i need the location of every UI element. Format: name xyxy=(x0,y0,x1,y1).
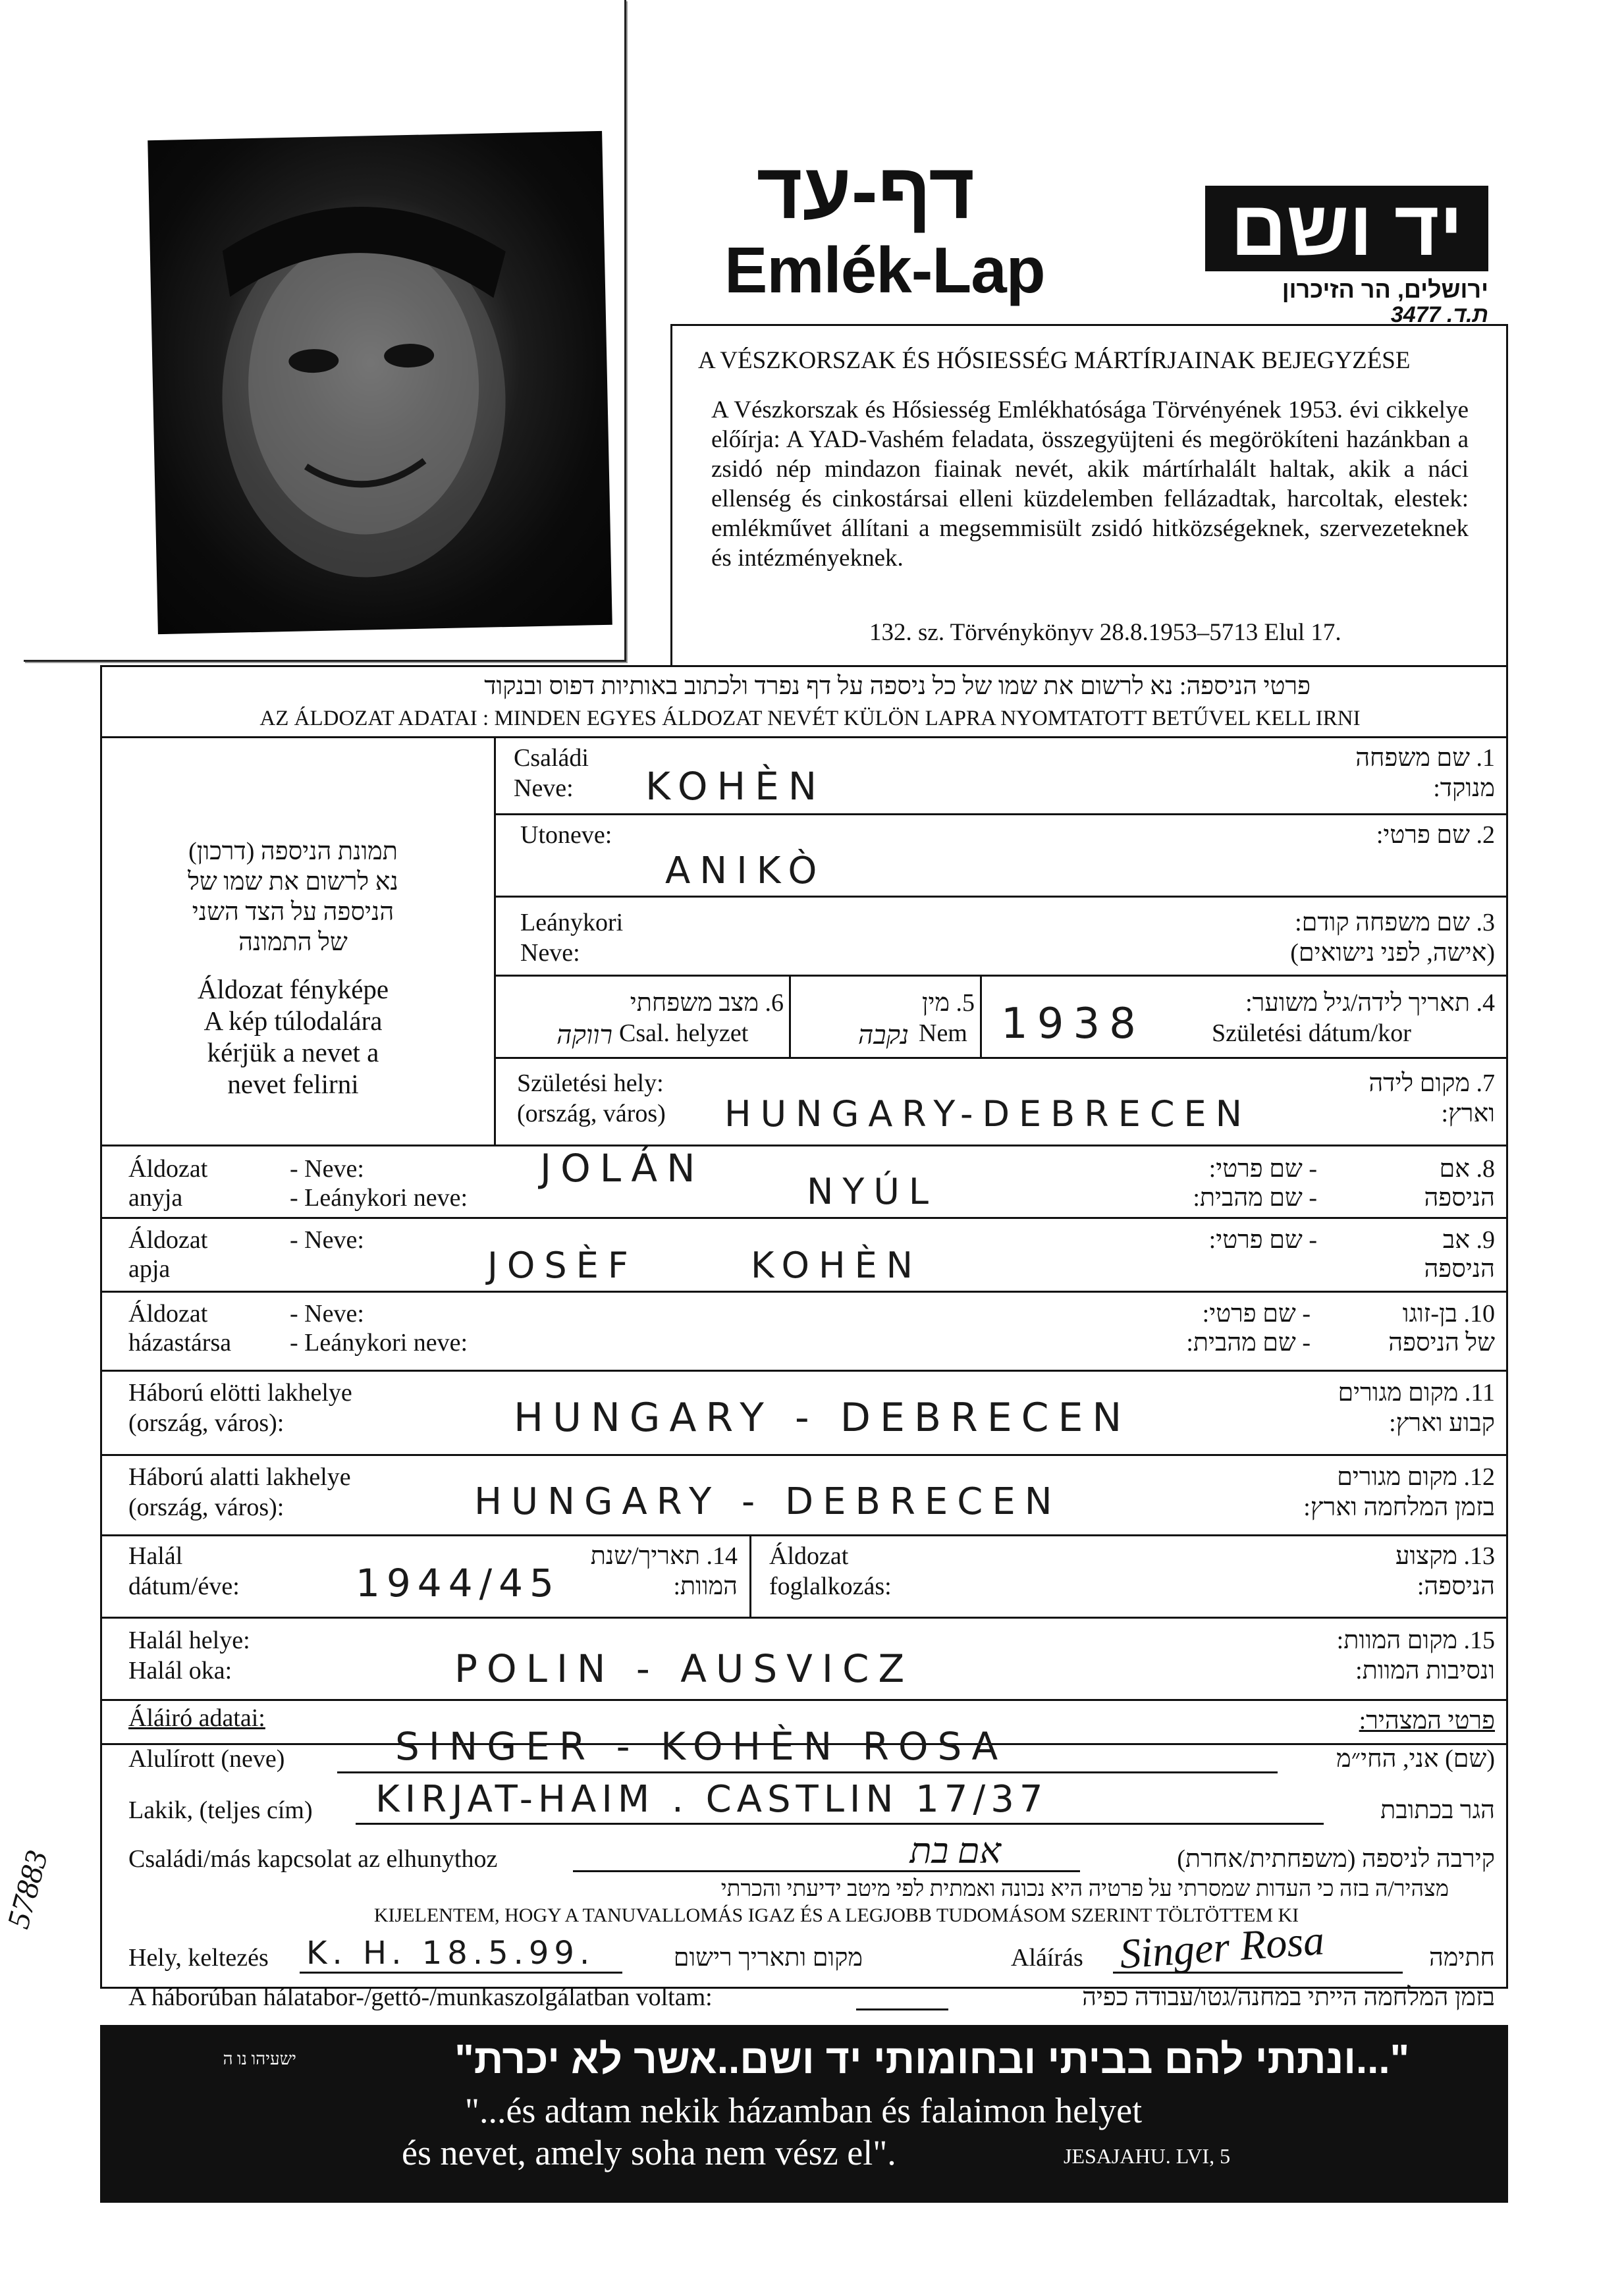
f8-sublabel-2: - Leánykori neve: xyxy=(290,1184,468,1212)
f5-label-he: 5. מין xyxy=(921,989,975,1017)
f13-divider xyxy=(100,1617,1508,1619)
name-label-he: (שם) אני, החי״מ xyxy=(1336,1745,1495,1773)
f8-mother-name-value[interactable]: JOLÁN xyxy=(540,1146,705,1191)
footer-hu-ref: JESAJAHU. LVI, 5 xyxy=(1064,2144,1231,2168)
f11-label-he-1: 11. מקום מגורים xyxy=(1338,1379,1495,1407)
f8-he-sublabel-2: - שם מהבית: xyxy=(1193,1184,1317,1212)
photo-note-hebrew xyxy=(171,836,415,957)
f3-label-hu-2: Neve: xyxy=(520,939,580,967)
declaration-hebrew: מצהיר/ה בזה כי העדות שמסרתי על פרטיה היא נכונה ואמתית לפי מיטב ידיעתי והכרתי xyxy=(720,1877,1449,1901)
f8-label-he-1: 8. אם xyxy=(1439,1155,1495,1183)
f4-birthdate-value[interactable]: 1938 xyxy=(1001,1000,1145,1048)
f3-label-he-2: (אישה, לפני נישואים) xyxy=(1290,939,1495,967)
photo-note-hungarian xyxy=(151,973,435,1100)
f10-label-hu-2: házastársa xyxy=(128,1329,232,1357)
submitter-address-value[interactable]: KIRJAT-HAIM . CASTLIN 17/37 xyxy=(375,1778,1048,1821)
f8-label-hu-1: Áldozat xyxy=(128,1155,208,1183)
f9-label-hu-1: Áldozat xyxy=(128,1226,208,1254)
f8-divider xyxy=(100,1217,1508,1219)
victim-heading-hungarian: AZ ÁLDOZAT ADATAI : MINDEN EGYES ÁLDOZAT NEVÉT KÜLÖN LAPRA NYOMTATOTT BETŰVEL KELL IRNI xyxy=(259,707,1361,730)
f1-label-he-1: 1. שם משפחה xyxy=(1355,744,1495,772)
f9-he-sublabel-1: - שם פרטי: xyxy=(1208,1226,1317,1254)
f11-prewar-residence-value[interactable]: HUNGARY - DEBRECEN xyxy=(514,1395,1131,1441)
f7-divider xyxy=(100,1145,1508,1146)
f10-he-sublabel-1: - שם פרטי: xyxy=(1202,1300,1311,1328)
f9-sublabel-1: - Neve: xyxy=(290,1226,364,1254)
f1-label-hu-2: Neve: xyxy=(514,774,574,802)
submitter-title-hu: Áláiró adatai: xyxy=(128,1704,265,1732)
photo-note-he-3: הניספה על הצד השני xyxy=(192,898,394,926)
f15-label-he-2: ונסיבות המוות: xyxy=(1355,1657,1495,1685)
heading-divider xyxy=(100,736,1508,738)
f7-birthplace-value[interactable]: HUNGARY-DEBRECEN xyxy=(724,1093,1252,1135)
name-label-hu: Alulírott (neve) xyxy=(128,1745,285,1773)
f12-wartime-residence-value[interactable]: HUNGARY - DEBRECEN xyxy=(474,1480,1062,1523)
f1-label-hu-1: Családi xyxy=(514,744,589,772)
camp-label-he: בזמן המלחמה הייתי במחנה/גטו/עבודה כפיה xyxy=(1082,1983,1495,2011)
photo-note-hu-2: A kép túlodalára xyxy=(203,1006,383,1036)
f3-label-he-1: 3. שם משפחה קודם: xyxy=(1295,909,1495,936)
f5-divider xyxy=(980,975,982,1057)
f1-surname-value[interactable]: KOHÈN xyxy=(645,764,826,809)
photo-note-hu-1: Áldozat fényképe xyxy=(197,974,389,1004)
f2-label-hu: Utoneve: xyxy=(520,821,612,849)
f12-label-he-1: 12. מקום מגורים xyxy=(1337,1463,1495,1491)
intro-paragraph: A Vészkorszak és Hősiesség Emlékhatósága Törvényének 1953. évi cikkelye előírja: A YAD-Vashém feladata, összegyüjteni és megörökíteni hazánkban a zsidó nép mindazon fiainak nevét, akik mártírhalált haltak, akik a náci ellenség és cinkostársai elleni küzdelemben fellázadtak, harcoltak, elestek: emlékművet állítani a megsemmisült zsidó hitközségeknek, szervezeteknek és intézményeknek. xyxy=(711,396,1469,572)
margin-note: 57883 xyxy=(0,1846,55,1932)
place-label-hu: Hely, keltezés xyxy=(128,1944,269,1972)
place-label-he: מקום ותאריך רישום xyxy=(673,1944,863,1972)
declaration-hungarian: KIJELENTEM, HOGY A TANUVALLOMÁS IGAZ ÉS A LEGJOBB TUDOMÁSOM SZERINT TÖLTÖTTEM KI xyxy=(373,1904,1299,1926)
f14-label-he-2: המוות: xyxy=(673,1573,738,1600)
f11-label-hu-2: (ország, város): xyxy=(128,1409,284,1437)
f9-father-surname-value[interactable]: KOHÈN xyxy=(751,1245,923,1286)
signature-label-hu: Aláírás xyxy=(1011,1944,1083,1972)
f4-divider xyxy=(494,1057,1508,1059)
f2-firstname-value[interactable]: ANIKÒ xyxy=(665,849,826,892)
f3-label-hu-1: Leánykori xyxy=(520,909,624,936)
f14-divider xyxy=(749,1534,751,1617)
f12-label-hu-1: Háború alatti lakhelye xyxy=(128,1463,351,1491)
address-label-hu: Lakik, (teljes cím) xyxy=(128,1796,313,1824)
f13-label-hu-1: Áldozat xyxy=(769,1542,849,1570)
f15-label-hu-2: Halál oka: xyxy=(128,1657,232,1685)
f9-father-name-value[interactable]: JOSÈF xyxy=(487,1245,637,1286)
f13-label-he-1: 13. מקצוע xyxy=(1395,1542,1495,1570)
f11-label-he-2: קבוע וארץ: xyxy=(1389,1409,1495,1437)
f5-sex-value[interactable]: נקבה xyxy=(857,1020,909,1050)
f9-label-he-1: 9. אב xyxy=(1442,1226,1495,1254)
footer-hebrew-quote: "...ונתתי להם בביתי ובחומותי יד ושם..אשר לא יכרת" xyxy=(454,2037,1409,2082)
f7-label-hu-1: Születési hely: xyxy=(517,1069,664,1097)
face-illustration xyxy=(148,131,612,634)
f15-death-place-value[interactable]: POLIN - AUSVICZ xyxy=(454,1646,914,1691)
f6-label-hu: Csal. helyzet xyxy=(619,1019,749,1047)
footer-hu-line1: "...és adtam nekik házamban és falaimon helyet xyxy=(464,2091,1143,2130)
f7-label-he-1: 7. מקום לידה xyxy=(1368,1069,1495,1097)
f2-label-he: 2. שם פרטי: xyxy=(1376,821,1495,849)
f13-label-he-2: הניספה: xyxy=(1417,1573,1495,1600)
f6-marital-value[interactable]: רווקה xyxy=(556,1020,612,1050)
photo-note-he-4: של התמונה xyxy=(238,929,348,956)
address-label-he: הגר בכתובת xyxy=(1380,1796,1495,1824)
camp-label-hu: A háborúban hálatabor-/gettó-/munkaszolgálatban voltam: xyxy=(128,1983,713,2011)
f10-label-hu-1: Áldozat xyxy=(128,1300,208,1328)
f12-divider xyxy=(100,1534,1508,1536)
photo-note-hu-3: kérjük a nevet a xyxy=(207,1037,379,1067)
submitter-name-value[interactable]: SINGER - KOHÈN ROSA xyxy=(395,1724,1008,1769)
f8-label-hu-2: anyja xyxy=(128,1184,183,1212)
f8-he-sublabel-1: - שם פרטי: xyxy=(1208,1155,1317,1183)
f15-label-he-1: 15. מקום המוות: xyxy=(1336,1627,1495,1654)
title-hungarian: Emlék-Lap xyxy=(724,234,1045,306)
f1-label-he-2: מנוקד: xyxy=(1433,774,1495,802)
f9-label-hu-2: apja xyxy=(128,1255,171,1283)
intro-heading: A VÉSZKORSZAK ÉS HŐSIESSÉG MÁRTÍRJAINAK BEJEGYZÉSE xyxy=(698,347,1411,374)
f10-label-he-2: של הניספה xyxy=(1388,1329,1495,1357)
f10-divider xyxy=(100,1370,1508,1372)
f10-sublabel-2: - Leánykori neve: xyxy=(290,1329,468,1357)
yad-vashem-logo: יד ושם xyxy=(1205,186,1488,271)
f8-label-he-2: הניספה xyxy=(1424,1184,1495,1212)
f11-label-hu-1: Háború elötti lakhelye xyxy=(128,1379,352,1407)
victim-heading-hebrew: פרטי הניספה: נא לרשום את שמו של כל ניספה על דף נפרד ולכתוב באותיות דפוס ובנקוד xyxy=(484,672,1311,700)
photo-cell-divider xyxy=(494,736,496,1145)
f9-divider xyxy=(100,1291,1508,1293)
place-line xyxy=(300,1972,622,1974)
f6-label-he: 6. מצב משפחתי xyxy=(630,989,784,1017)
f10-sublabel-1: - Neve: xyxy=(290,1300,364,1328)
f3-divider xyxy=(494,975,1508,977)
f2-divider xyxy=(494,896,1508,898)
f7-label-hu-2: (ország, város) xyxy=(517,1100,666,1127)
f5-label-hu: Nem xyxy=(919,1019,967,1047)
f13-label-hu-2: foglalkozás: xyxy=(769,1573,892,1600)
f11-divider xyxy=(100,1454,1508,1456)
place-date-value[interactable]: K. H. 18.5.99. xyxy=(306,1935,595,1972)
title-hebrew: דף-עד xyxy=(756,147,975,235)
victim-photo xyxy=(148,131,612,634)
f7-label-he-2: וארץ: xyxy=(1441,1100,1495,1127)
f14-label-he-1: 14. תאריך/שנת xyxy=(590,1542,738,1570)
name-line xyxy=(337,1771,1278,1773)
signature-value[interactable]: Singer Rosa xyxy=(1118,1916,1326,1978)
address-line xyxy=(356,1823,1324,1825)
logo-subtitle: ירושלים, הר הזיכרון xyxy=(1282,276,1488,303)
f14-label-hu-2: dátum/éve: xyxy=(128,1573,240,1600)
footer-hu-line2: és nevet, amely soha nem vész el". xyxy=(402,2133,896,2172)
f10-label-he-1: 10. בן-זוגו xyxy=(1402,1300,1495,1328)
photo-note-he-1: תמונת הניספה (דרכון) xyxy=(188,838,398,865)
relation-value[interactable]: אם בת xyxy=(909,1831,1001,1871)
f15-label-hu-1: Halál helye: xyxy=(128,1627,250,1654)
camp-line xyxy=(856,2008,948,2010)
intro-citation: 132. sz. Törvénykönyv 28.8.1953–5713 Elul 17. xyxy=(869,619,1341,646)
f9-label-he-2: הניספה xyxy=(1424,1255,1495,1283)
f14-label-hu-1: Halál xyxy=(128,1542,183,1570)
footer-hebrew-ref: ישעיהו נו ה xyxy=(223,2049,296,2068)
f4-label-he: 4. תאריך לידה/גיל משוער: xyxy=(1245,989,1495,1017)
relation-label-hu: Családi/más kapcsolat az elhunythoz xyxy=(128,1845,498,1873)
photo-note-he-2: נא לרשום את שמו של xyxy=(188,868,398,896)
f14-death-date-value[interactable]: 1944/45 xyxy=(356,1561,560,1605)
f4-label-hu: Születési dátum/kor xyxy=(1212,1019,1411,1047)
f12-label-he-2: בזמן המלחמה וארץ: xyxy=(1303,1494,1495,1521)
logo-number: ת.ד. 3477 xyxy=(1390,302,1488,327)
f12-label-hu-2: (ország, város): xyxy=(128,1494,284,1521)
relation-label-he: קירבה לניספה (משפחתית/אחרת) xyxy=(1177,1845,1495,1873)
f10-he-sublabel-2: - שם מהבית: xyxy=(1186,1329,1311,1357)
f8-mother-maiden-value[interactable]: NYÚL xyxy=(807,1171,938,1212)
submitter-title-he: פרטי המצהיר: xyxy=(1359,1707,1495,1735)
signature-label-he: חתימה xyxy=(1428,1944,1495,1972)
photo-note-hu-4: nevet felirni xyxy=(227,1069,359,1099)
f8-sublabel-1: - Neve: xyxy=(290,1155,364,1183)
f1-divider xyxy=(494,813,1508,815)
